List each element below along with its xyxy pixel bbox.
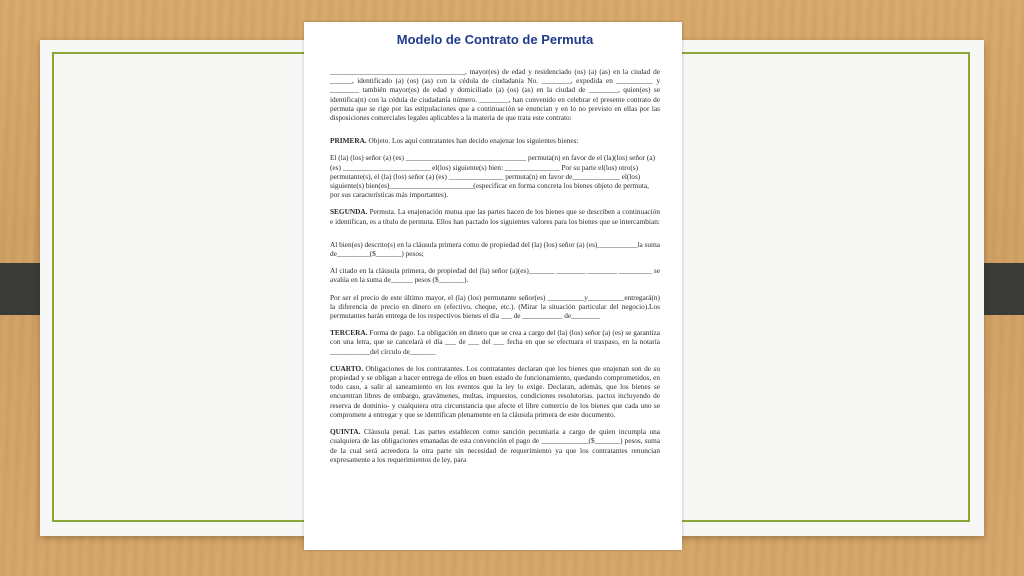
clause-cuarto xyxy=(330,364,660,419)
clause-quinta-text: Cláusula penal. Las partes establecen como sanción pecuniaria a cargo de quien incumpla una cualquiera de las obligaciones emanadas de esta convención el pago de _____________($_______) pesos, suma de la cual será acreedora la otra parte sin necesidad de requerimiento ya que los contratantes renuncian expresamente a los requerimientos de ley, para xyxy=(330,427,660,464)
clause-segunda-value-1: Al bien(es) descrito(s) en la cláusula primera como de propiedad del (la) (los) señor (a) (es)___________la suma de_________($_______) pesos; xyxy=(330,239,660,259)
clause-cuarto-text: Obligaciones de los contratantes. Los contratantes declaran que los bienes que enajenan son de su propiedad y se obligan a hacer entrega de ellos en buen estado de funcionamiento, quedando comprometidos, en todo caso, a salir al saneamiento en los eventos que la ley lo exige. Declaran, además, que los bienes se encuentran libres de embargo, gravámenes, multas, impuestos, condiciones resolutorias. pactos incluyendo de reserva de dominio- y cualquiera otra circunstancia que afecte el libre comercio de los bienes que cada uno se compromete a entregar y que se identifican plenamente en la cláusula primera de este documento. xyxy=(330,363,660,419)
clause-quinta-label: QUINTA. xyxy=(330,427,361,437)
document-title: Modelo de Contrato de Permuta xyxy=(396,32,594,47)
clause-primera-text: Objeto. Los aquí contratantes han decido enajenar los siguientes bienes: xyxy=(366,136,579,146)
clause-segunda xyxy=(330,207,660,225)
clause-tercera-label: TERCERA. xyxy=(330,328,368,338)
clause-segunda-text: Permuta. La enajenación mutua que las partes hacen de los bienes que se describen a continuación e identifican, es a título de permuta. Ellos han pactado los siguientes valores para los bienes que se intercambian: xyxy=(330,207,660,226)
clause-segunda-label: SEGUNDA. xyxy=(330,207,368,217)
clause-quinta xyxy=(330,427,660,464)
clause-primera-label: PRIMERA. xyxy=(330,136,367,146)
clause-primera-detail: El (la) (los) señor (a) (es) _________________________________ permuta(n) en favor de el (la)(los) señor (a)(es) ________________________ el(los) siguiente(s) bien: _______________ Por su parte el(los) otro(s) permutante(s), el (la) (los) señor (a) (es) _______________ permuta(n) en favor de_____________ el(los) siguiente(s) bien(es)_______________________(especificar en forma concreta los bienes objeto de permuta, por sus características más importantes). xyxy=(330,153,656,200)
clause-segunda-difference: Por ser el precio de este último mayor, el (la) (los) permutante señor(es) __________y__________entregará(n) la diferencia de precio en dinero en (efectivo, cheque, etc.). (Mirar la situación particular del negocio).Los permutantes harán entrega de los respectivos bienes el día ___ de ___________ de________ xyxy=(330,292,660,321)
clause-cuarto-label: CUARTO. xyxy=(330,363,364,373)
clause-tercera-text: Forma de pago. La obligación en dinero que se crea a cargo del (la) (los) señor (a) (es) se garantiza con una letra, que se cancelará el día ___ de ___ del ___ fecha en que se efectuara el traspaso, en la notaría ___________del círculo de_______ xyxy=(330,328,660,356)
clause-tercera xyxy=(330,328,660,356)
clause-primera xyxy=(330,136,660,145)
clause-segunda-value-2: Al citado en la cláusula primera, de propiedad del (la) señor (a)(es)_______ ________ ________ _________ se avalúa en la suma de______ pesos ($_______). xyxy=(330,266,660,285)
intro-paragraph: _____________________________________, mayor(es) de edad y residenciado (os) (a) (as) en la ciudad de ______, identificado (a) (os) (as) con la cédula de ciudadanía No. ________, expedida en __________ y ________ también mayor(es) de edad y domiciliado (a) (os) (as) en la ciudad de ________, quien(es) se identifica(n) con la cédula de ciudadanía número. ________, han convenido en celebrar el presente contrato de permuta que se rige por las estipulaciones que a continuación se enuncian y en lo no previsto en ellas por las disposiciones comerciales legales aplicables a la materia de que trata este contrato: xyxy=(330,67,660,123)
contract-document-page xyxy=(304,22,682,550)
